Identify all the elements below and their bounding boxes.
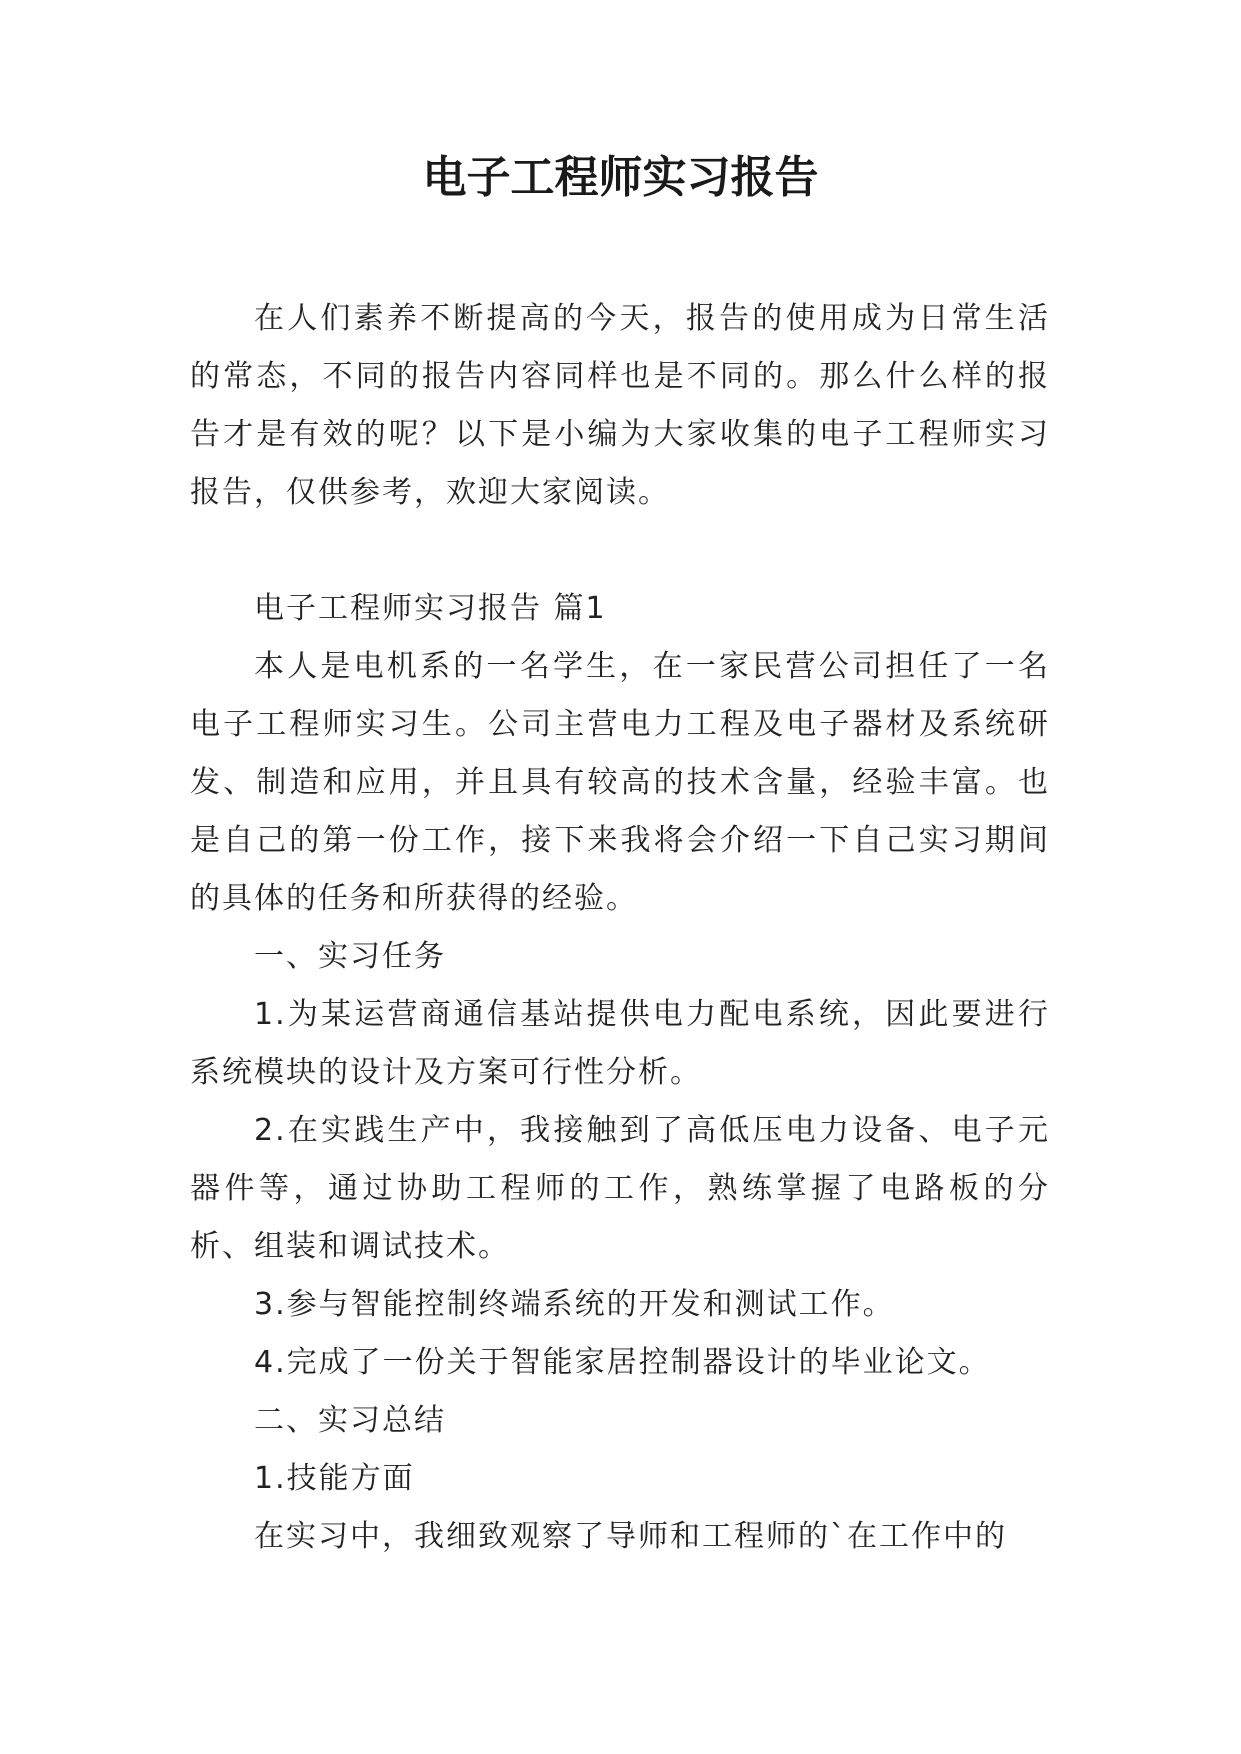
section-heading-tasks: 一、实习任务 — [254, 939, 446, 974]
task-item-4: 4.完成了一份关于智能家居控制器设计的毕业论文。 — [254, 1345, 991, 1380]
task-item-1: 1.为某运营商通信基站提供电力配电系统，因此要进行系统模块的设计及方案可行性分析。 — [190, 997, 1050, 1090]
intro-paragraph: 在人们素养不断提高的今天，报告的使用成为日常生活的常态，不同的报告内容同样也是不同的。那么什么样的报告才是有效的呢？以下是小编为大家收集的电子工程师实习报告，仅供参考，欢迎大家阅读。 — [190, 301, 1050, 510]
body-paragraph: 本人是电机系的一名学生，在一家民营公司担任了一名电子工程师实习生。公司主营电力工程及电子器材及系统研发、制造和应用，并且具有较高的技术含量，经验丰富。也是自己的第一份工作，接下来我将会介绍一下自己实习期间的具体的任务和所获得的经验。 — [190, 649, 1050, 916]
document-title: 电子工程师实习报告 — [422, 152, 819, 203]
section-heading-part-1: 电子工程师实习报告 篇1 — [254, 591, 607, 626]
section-heading-summary: 二、实习总结 — [254, 1403, 446, 1438]
document-body — [190, 290, 1050, 1566]
task-item-3: 3.参与智能控制终端系统的开发和测试工作。 — [254, 1287, 895, 1322]
body-paragraph-continued: 在实习中，我细致观察了导师和工程师的`在工作中的 — [254, 1519, 1007, 1554]
task-item-2: 2.在实践生产中，我接触到了高低压电力设备、电子元器件等，通过协助工程师的工作，熟练掌握了电路板的分析、组装和调试技术。 — [190, 1113, 1050, 1264]
subsection-heading-skills: 1.技能方面 — [254, 1461, 415, 1496]
